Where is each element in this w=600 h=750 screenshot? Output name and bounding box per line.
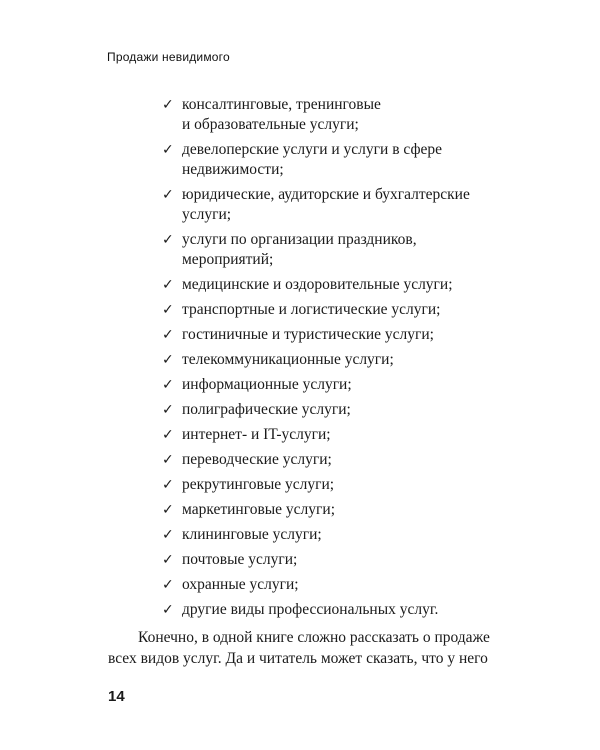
list-item-line: консалтинговые, тренинговые bbox=[182, 96, 381, 113]
list-item-line: информационные услуги; bbox=[182, 376, 352, 393]
list-item bbox=[160, 185, 500, 225]
list-item-line: клининговые услуги; bbox=[182, 526, 322, 543]
list-item-line: недвижимости; bbox=[182, 161, 284, 178]
list-item bbox=[160, 350, 500, 370]
list-item bbox=[160, 550, 500, 570]
list-item-line: медицинские и оздоровительные услуги; bbox=[182, 276, 453, 293]
check-icon: ✓ bbox=[162, 502, 174, 518]
list-item-line: и образовательные услуги; bbox=[182, 116, 359, 133]
check-icon: ✓ bbox=[162, 602, 174, 618]
list-item-line: маркетинговые услуги; bbox=[182, 501, 336, 518]
list-item-line: переводческие услуги; bbox=[182, 451, 332, 468]
list-item bbox=[160, 95, 500, 135]
check-icon: ✓ bbox=[162, 402, 174, 418]
check-icon: ✓ bbox=[162, 377, 174, 393]
list-item bbox=[160, 475, 500, 495]
list-item-line: мероприятий; bbox=[182, 251, 274, 268]
check-icon: ✓ bbox=[162, 327, 174, 343]
services-checklist bbox=[160, 95, 500, 625]
paragraph-line: Конечно, в одной книге сложно рассказать о продаже bbox=[138, 629, 490, 646]
list-item bbox=[160, 525, 500, 545]
check-icon: ✓ bbox=[162, 97, 174, 113]
list-item bbox=[160, 450, 500, 470]
list-item bbox=[160, 600, 500, 620]
list-item-line: почтовые услуги; bbox=[182, 551, 298, 568]
list-item bbox=[160, 300, 500, 320]
list-item-line: гостиничные и туристические услуги; bbox=[182, 326, 434, 343]
running-head: Продажи невидимого bbox=[107, 50, 230, 64]
page-number: 14 bbox=[108, 688, 125, 705]
list-item bbox=[160, 575, 500, 595]
list-item bbox=[160, 230, 500, 270]
check-icon: ✓ bbox=[162, 302, 174, 318]
check-icon: ✓ bbox=[162, 232, 174, 248]
list-item bbox=[160, 400, 500, 420]
body-paragraph bbox=[108, 627, 508, 669]
list-item-line: транспортные и логистические услуги; bbox=[182, 301, 441, 318]
list-item-line: охранные услуги; bbox=[182, 576, 299, 593]
list-item bbox=[160, 275, 500, 295]
list-item bbox=[160, 140, 500, 180]
list-item-line: услуги по организации праздников, bbox=[182, 231, 417, 248]
check-icon: ✓ bbox=[162, 187, 174, 203]
check-icon: ✓ bbox=[162, 427, 174, 443]
check-icon: ✓ bbox=[162, 352, 174, 368]
list-item bbox=[160, 375, 500, 395]
check-icon: ✓ bbox=[162, 452, 174, 468]
list-item-line: услуги; bbox=[182, 206, 232, 223]
check-icon: ✓ bbox=[162, 527, 174, 543]
list-item-line: другие виды профессиональных услуг. bbox=[182, 601, 439, 618]
list-item-line: юридические, аудиторские и бухгалтерские bbox=[182, 186, 470, 203]
check-icon: ✓ bbox=[162, 477, 174, 493]
check-icon: ✓ bbox=[162, 552, 174, 568]
list-item bbox=[160, 325, 500, 345]
list-item-line: полиграфические услуги; bbox=[182, 401, 351, 418]
check-icon: ✓ bbox=[162, 577, 174, 593]
list-item-line: девелоперские услуги и услуги в сфере bbox=[182, 141, 443, 158]
list-item-line: интернет- и IT-услуги; bbox=[182, 426, 331, 443]
list-item-line: телекоммуникационные услуги; bbox=[182, 351, 394, 368]
paragraph-line: всех видов услуг. Да и читатель может сказать, что у него bbox=[108, 650, 488, 667]
check-icon: ✓ bbox=[162, 142, 174, 158]
check-icon: ✓ bbox=[162, 277, 174, 293]
list-item bbox=[160, 500, 500, 520]
list-item-line: рекрутинговые услуги; bbox=[182, 476, 335, 493]
list-item bbox=[160, 425, 500, 445]
